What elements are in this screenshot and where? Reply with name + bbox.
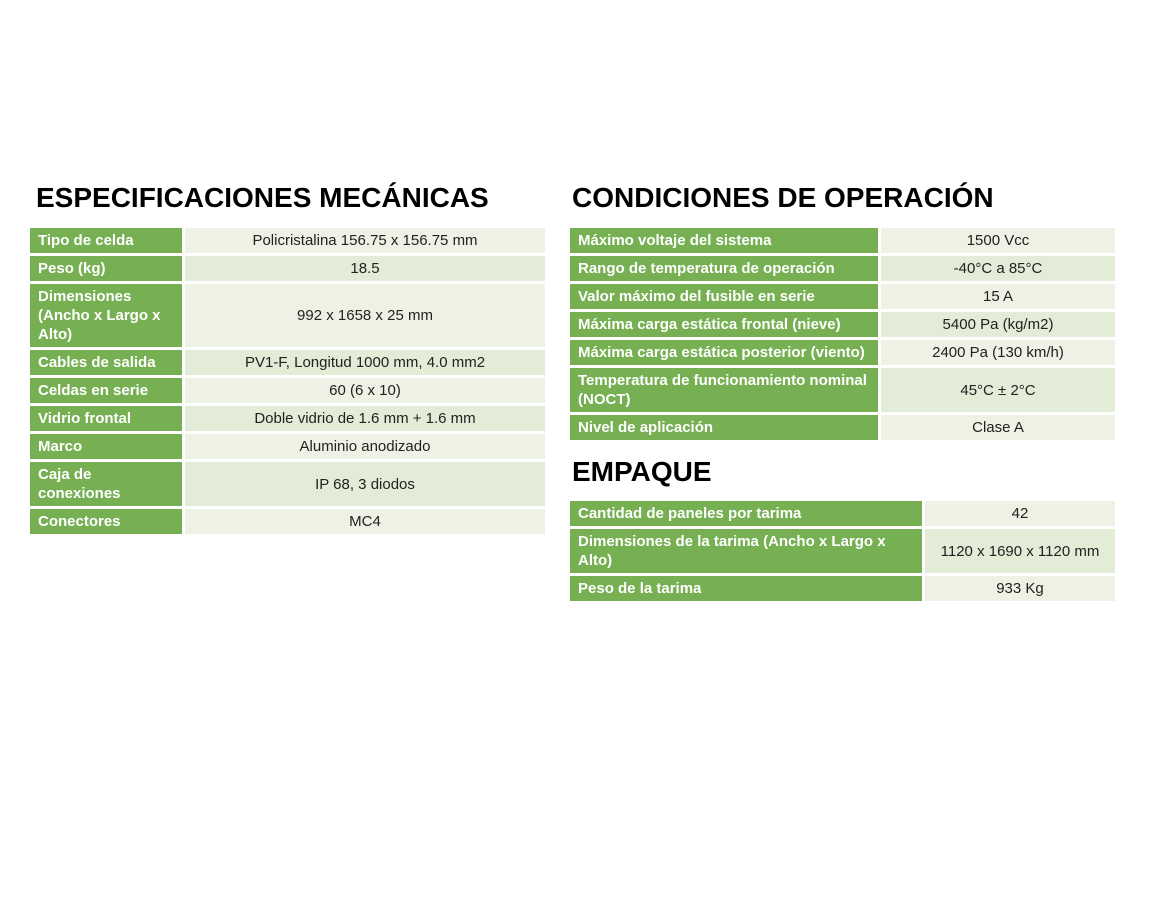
row-label: Rango de temperatura de operación (570, 256, 878, 281)
section-title-empaque: EMPAQUE (572, 456, 712, 487)
row-value: 5400 Pa (kg/m2) (881, 312, 1115, 337)
section-title-especificaciones-mecanicas: ESPECIFICACIONES MECÁNICAS (36, 182, 489, 213)
spec-table-empaque (570, 501, 1115, 601)
row-value: IP 68, 3 diodos (185, 462, 545, 506)
row-label: Máxima carga estática frontal (nieve) (570, 312, 878, 337)
table-row (570, 415, 1115, 440)
table-row (30, 406, 545, 431)
row-value: Clase A (881, 415, 1115, 440)
row-value: 42 (925, 501, 1115, 526)
row-value: 18.5 (185, 256, 545, 281)
table-row (570, 340, 1115, 365)
section-empaque (570, 457, 1115, 601)
table-row (570, 501, 1115, 526)
table-row (30, 462, 545, 506)
row-label: Peso (kg) (30, 256, 182, 281)
row-label: Máxima carga estática posterior (viento) (570, 340, 878, 365)
row-value: 2400 Pa (130 km/h) (881, 340, 1115, 365)
row-value: Aluminio anodizado (185, 434, 545, 459)
row-label: Cables de salida (30, 350, 182, 375)
row-label: Cantidad de paneles por tarima (570, 501, 922, 526)
row-label: Dimensiones de la tarima (Ancho x Largo x Alto) (570, 529, 922, 573)
section-title-condiciones-de-operacion: CONDICIONES DE OPERACIÓN (572, 182, 994, 213)
row-value: 45°C ± 2°C (881, 368, 1115, 412)
row-value: 1120 x 1690 x 1120 mm (925, 529, 1115, 573)
table-row (30, 434, 545, 459)
table-row (30, 284, 545, 347)
row-label: Vidrio frontal (30, 406, 182, 431)
row-label: Máximo voltaje del sistema (570, 228, 878, 253)
row-label: Valor máximo del fusible en serie (570, 284, 878, 309)
table-row (570, 368, 1115, 412)
row-label: Celdas en serie (30, 378, 182, 403)
row-value: PV1-F, Longitud 1000 mm, 4.0 mm2 (185, 350, 545, 375)
table-row (570, 312, 1115, 337)
row-label: Caja de conexiones (30, 462, 182, 506)
table-row (30, 350, 545, 375)
row-value: 60 (6 x 10) (185, 378, 545, 403)
table-row (30, 228, 545, 253)
row-value: 1500 Vcc (881, 228, 1115, 253)
table-row (30, 378, 545, 403)
row-value: 933 Kg (925, 576, 1115, 601)
row-value: 992 x 1658 x 25 mm (185, 284, 545, 347)
row-value: MC4 (185, 509, 545, 534)
row-label: Temperatura de funcionamiento nominal (NOCT) (570, 368, 878, 412)
table-row (570, 256, 1115, 281)
section-condiciones-de-operacion (570, 183, 1115, 440)
table-row (570, 529, 1115, 573)
section-especificaciones-mecanicas (30, 183, 545, 534)
row-label: Tipo de celda (30, 228, 182, 253)
row-value: Policristalina 156.75 x 156.75 mm (185, 228, 545, 253)
row-label: Dimensiones (Ancho x Largo x Alto) (30, 284, 182, 347)
table-row (30, 256, 545, 281)
table-row (570, 284, 1115, 309)
row-label: Nivel de aplicación (570, 415, 878, 440)
table-row (570, 576, 1115, 601)
table-row (30, 509, 545, 534)
row-value: -40°C a 85°C (881, 256, 1115, 281)
row-label: Marco (30, 434, 182, 459)
row-value: 15 A (881, 284, 1115, 309)
table-row (570, 228, 1115, 253)
row-label: Conectores (30, 509, 182, 534)
spec-table-mecanicas (30, 228, 545, 534)
row-value: Doble vidrio de 1.6 mm + 1.6 mm (185, 406, 545, 431)
spec-table-operacion (570, 228, 1115, 440)
row-label: Peso de la tarima (570, 576, 922, 601)
